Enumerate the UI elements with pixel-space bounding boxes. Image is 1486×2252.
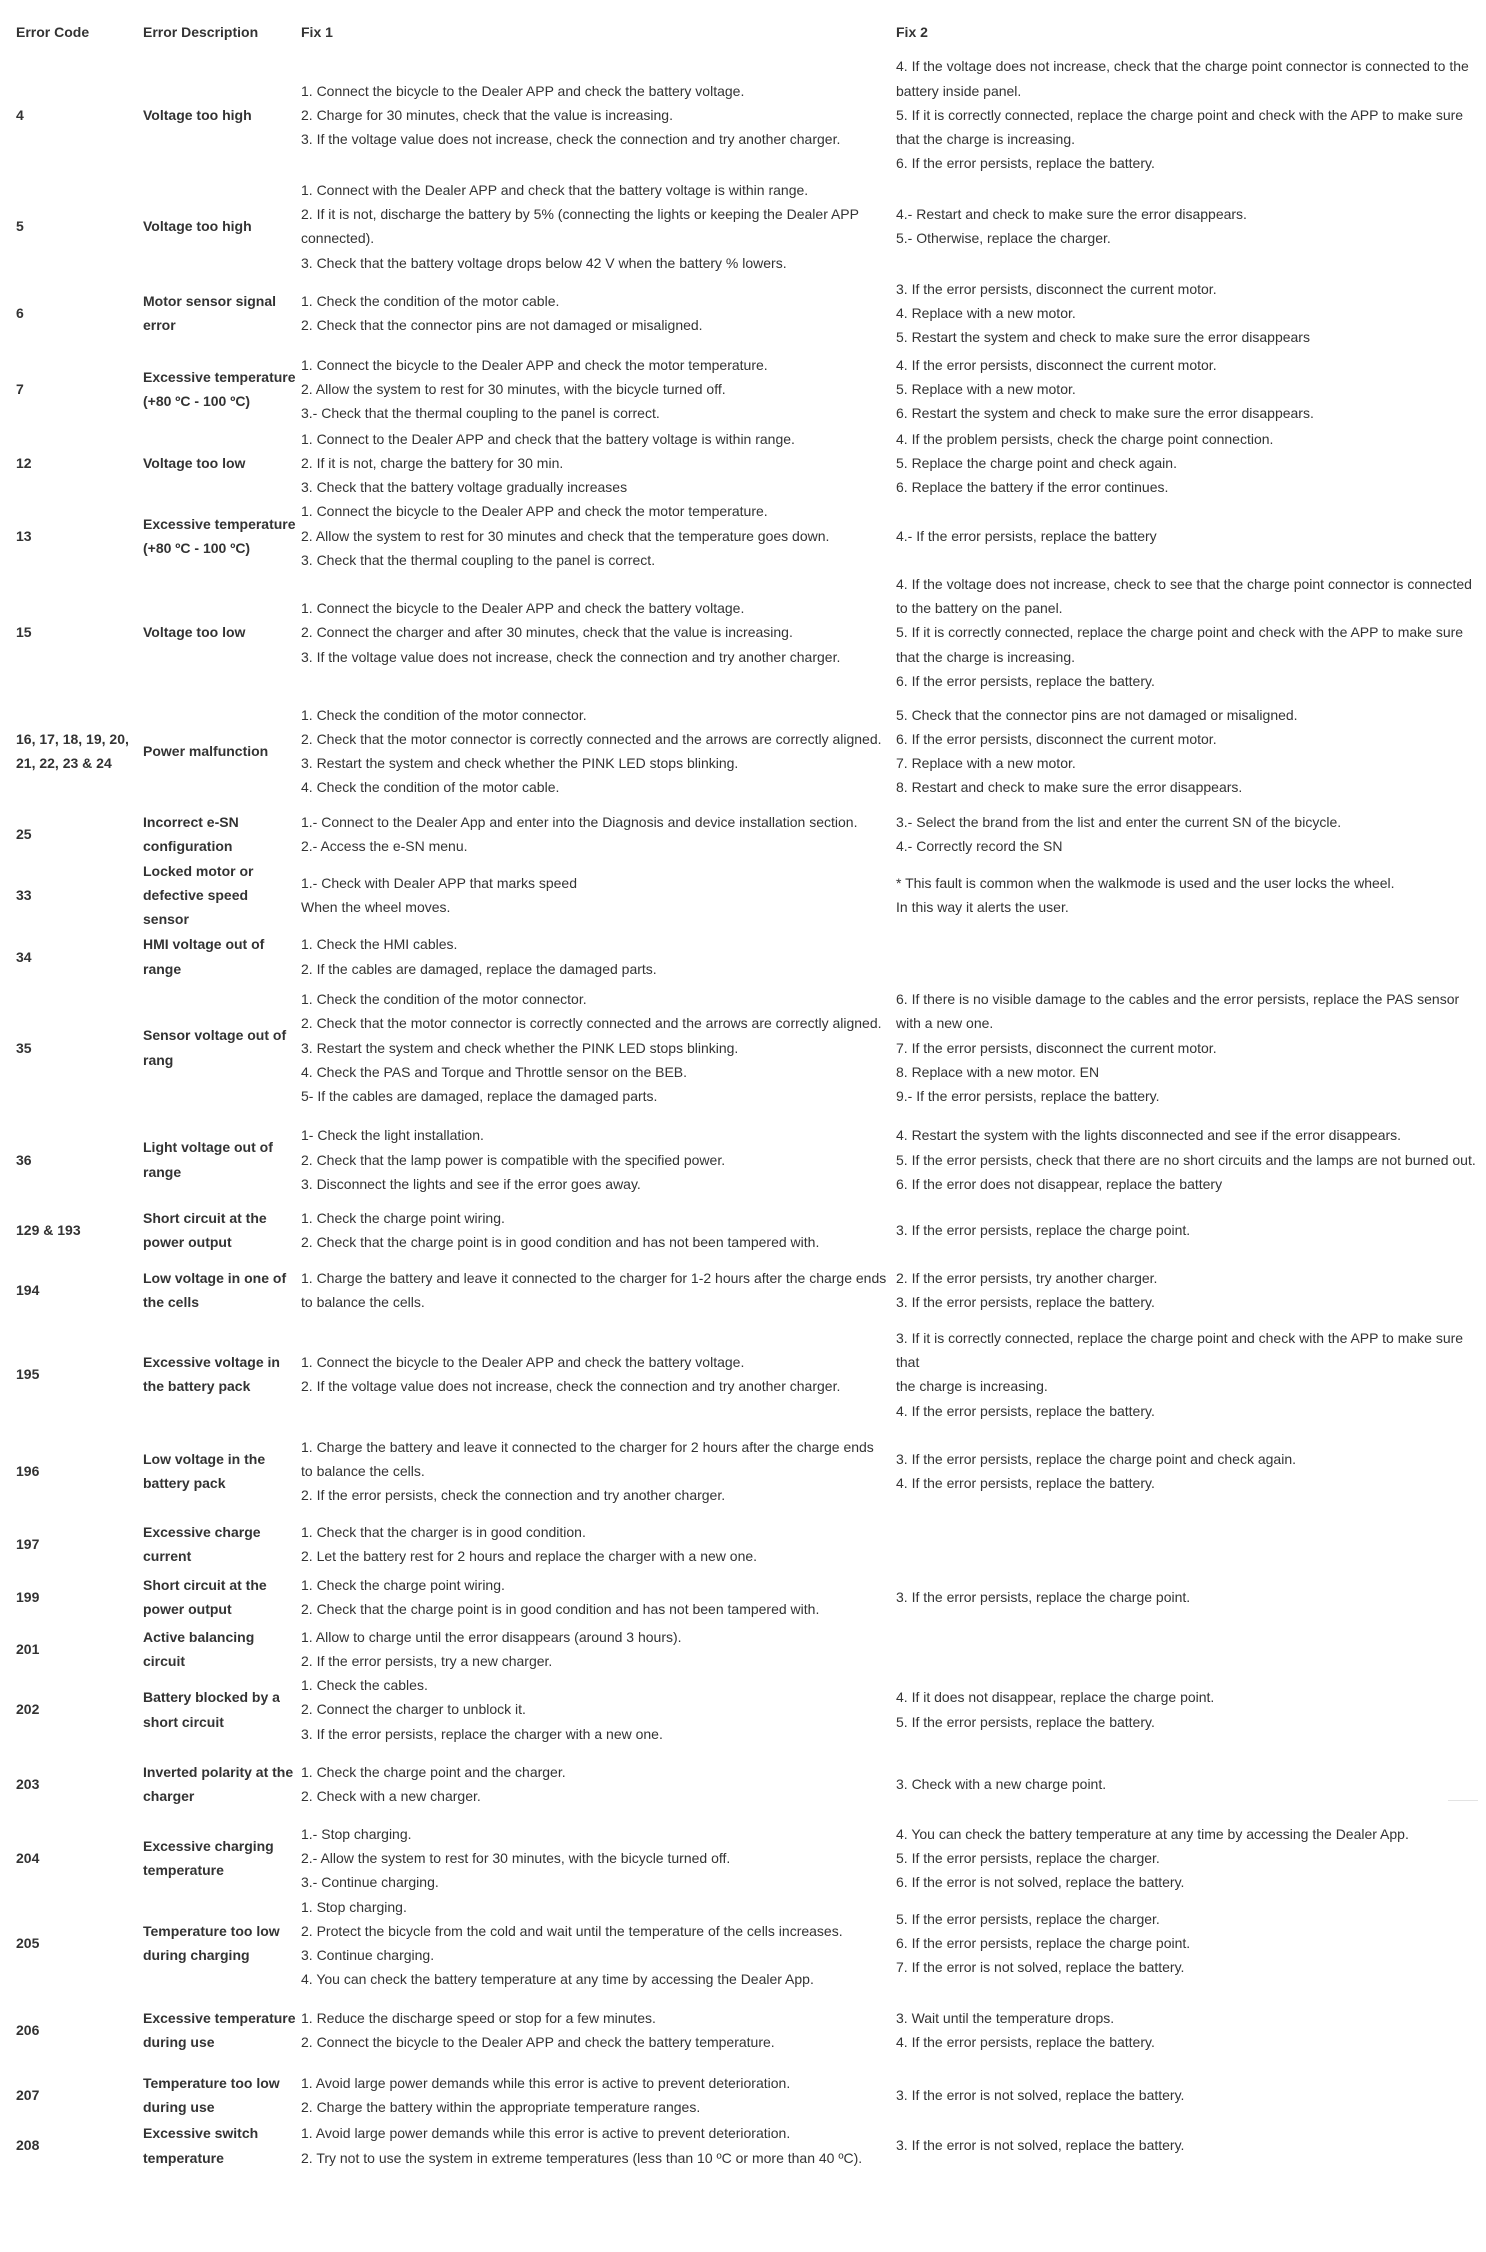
error-code-cell: 35 [16, 1039, 32, 1056]
error-code-cell: 203 [16, 1775, 40, 1792]
fix-1-cell: 1. Allow to charge until the error disappears (around 3 hours). 2. If the error persists, try a new charger. [301, 1628, 682, 1670]
error-code-cell: 6 [16, 304, 24, 321]
error-description-cell: Voltage too high [143, 218, 252, 235]
table-row [16, 1423, 1486, 1519]
error-description-cell: Voltage too low [143, 455, 246, 472]
fix-2-cell: 4. If the voltage does not increase, check to see that the charge point connector is connected to the battery on the panel. 5. If it is correctly connected, replace the charge point and check with the APP to make sure that the charge is increasing. 6. If the error persists, replace the battery. [896, 576, 1472, 689]
fix-2-cell: 3.- Select the brand from the list and enter the current SN of the bicycle. 4.- Correctly record the SN [896, 813, 1342, 855]
fix-2-cell: * This fault is common when the walkmode is used and the user locks the wheel. In this way it alerts the user. [896, 875, 1395, 916]
fix-1-cell: 1. Check the condition of the motor cable. 2. Check that the connector pins are not damaged or misaligned. [301, 292, 703, 333]
table-row [16, 932, 1486, 982]
fix-1-cell: 1. Check the cables. 2. Connect the charger to unblock it. 3. If the error persists, replace the charger with a new one. [301, 1677, 663, 1742]
header-error-code: Error Code [16, 24, 90, 40]
table-row [16, 982, 1486, 1114]
fix-2-cell: 3. Wait until the temperature drops. 4. If the error persists, replace the battery. [896, 2010, 1155, 2051]
fix-1-cell: 1. Connect the bicycle to the Dealer APP and check the motor temperature. 2. Allow the system to rest for 30 minutes and check that the temperature goes down. 3. Check that the thermal coupling to the panel is correct. [301, 503, 830, 568]
error-description-cell: Voltage too low [143, 624, 246, 641]
error-description-cell: Incorrect e-SN configuration [143, 813, 239, 855]
table-row [16, 1895, 1486, 1992]
table-row [16, 499, 1486, 572]
error-code-cell: 208 [16, 2137, 40, 2154]
fix-1-cell: 1. Charge the battery and leave it connected to the charger for 1-2 hours after the charge ends to balance the cells. [301, 1269, 887, 1311]
table-row [16, 275, 1486, 351]
header-fix-2: Fix 2 [896, 24, 928, 40]
table-row [16, 178, 1486, 275]
error-code-cell: 201 [16, 1640, 40, 1657]
error-code-cell: 7 [16, 380, 24, 397]
fix-1-cell: 1. Check the charge point wiring. 2. Check that the charge point is in good condition and has not been tampered with. [301, 1576, 820, 1617]
error-description-cell: Excessive temperature (+80 ºC - 100 ºC) [143, 515, 296, 556]
error-description-cell: Light voltage out of range [143, 1139, 273, 1180]
error-code-cell: 5 [16, 218, 24, 235]
error-code-cell: 207 [16, 2087, 40, 2104]
table-row [16, 1746, 1486, 1822]
error-code-cell: 194 [16, 1281, 40, 1298]
fix-2-cell: 4. If the problem persists, check the charge point connection. 5. Replace the charge point and check again. 6. Replace the battery if the error continues. [896, 430, 1274, 496]
error-code-cell: 199 [16, 1588, 40, 1605]
table-row [16, 1822, 1486, 1895]
error-code-cell: 12 [16, 455, 32, 472]
fix-2-cell [896, 1519, 1486, 1569]
fix-1-cell: 1. Check the charge point wiring. 2. Check that the charge point is in good condition and has not been tampered with. [301, 1209, 820, 1250]
table-row [16, 427, 1486, 500]
fix-1-cell: 1.- Stop charging. 2.- Allow the system to rest for 30 minutes, with the bicycle turned off. 3.- Continue charging. [301, 1825, 731, 1891]
fix-2-cell: 4. If the error persists, disconnect the current motor. 5. Replace with a new motor. 6. Restart the system and check to make sure the error disappears. [896, 356, 1314, 421]
header-error-description: Error Description [143, 24, 259, 40]
error-code-cell: 202 [16, 1701, 40, 1718]
fix-2-cell: 4.- If the error persists, replace the battery [896, 527, 1157, 544]
error-description-cell: Battery blocked by a short circuit [143, 1689, 280, 1730]
error-description-cell: Excessive temperature during use [143, 2010, 296, 2051]
fix-2-cell: 3. If the error is not solved, replace the battery. [896, 2087, 1185, 2104]
fix-1-cell: 1. Avoid large power demands while this error is active to prevent deterioration. 2. Try not to use the system in extreme temperatures (less than 10 ºC or more than 40 ºC). [301, 2125, 863, 2166]
error-description-cell: Temperature too low during use [143, 2075, 280, 2116]
error-description-cell: Sensor voltage out of rang [143, 1027, 287, 1068]
fix-1-cell: 1. Avoid large power demands while this error is active to prevent deterioration. 2. Charge the battery within the appropriate temperature ranges. [301, 2075, 791, 2116]
fix-2-cell: 3. Check with a new charge point. [896, 1775, 1107, 1792]
table-row [16, 1569, 1486, 1625]
table-row [16, 809, 1486, 859]
error-description-cell: Excessive charge current [143, 1523, 261, 1564]
table-row [16, 1519, 1486, 1569]
table-row [16, 2121, 1486, 2169]
fix-1-cell: 1. Connect with the Dealer APP and check that the battery voltage is within range. 2. If it is not, discharge the battery by 5% (connecting the lights or keeping the Dealer APP connected). 3. Check that the battery voltage drops below 42 V when the battery % lowers. [301, 182, 859, 271]
fix-1-cell: 1. Connect to the Dealer APP and check that the battery voltage is within range. 2. If it is not, charge the battery for 30 min. 3. Check that the battery voltage gradually increases [301, 430, 795, 496]
error-description-cell: HMI voltage out of range [143, 936, 265, 977]
fix-1-cell: 1.- Connect to the Dealer App and enter into the Diagnosis and device installation section. 2.- Access the e-SN menu. [301, 813, 858, 855]
fix-2-cell: 3. If it is correctly connected, replace the charge point and check with the APP to make sure that the charge is increasing. 4. If the error persists, replace the battery. [896, 1330, 1464, 1419]
fix-2-cell: 3. If the error persists, disconnect the current motor. 4. Replace with a new motor. 5. Restart the system and check to make sure the error disappears [896, 280, 1310, 345]
error-description-cell: Motor sensor signal error [143, 292, 277, 333]
fix-2-cell: 5. If the error persists, replace the charger. 6. If the error persists, replace the charge point. 7. If the error is not solved, replace the battery. [896, 1910, 1191, 1975]
table-row [16, 572, 1486, 693]
fix-2-cell: 5. Check that the connector pins are not damaged or misaligned. 6. If the error persists, disconnect the current motor. 7. Replace with a new motor. 8. Restart and check to make sure the error disappears. [896, 706, 1298, 796]
fix-2-cell [896, 932, 1486, 982]
table-row [16, 351, 1486, 427]
fix-1-cell: 1. Connect the bicycle to the Dealer APP and check the battery voltage. 2. If the voltage value does not increase, check the connection and try another charger. [301, 1354, 841, 1395]
error-description-cell: Inverted polarity at the charger [143, 1763, 294, 1804]
header-fix-1: Fix 1 [301, 24, 333, 40]
fix-1-cell: 1. Charge the battery and leave it connected to the charger for 2 hours after the charge ends to balance the cells. 2. If the error persists, check the connection and try another charger. [301, 1438, 874, 1503]
fix-2-cell: 4. Restart the system with the lights disconnected and see if the error disappears. 5. If the error persists, check that there are no short circuits and the lamps are not burned out. 6. If the error does not disappear, replace the battery [896, 1127, 1476, 1192]
fix-1-cell: 1- Check the light installation. 2. Check that the lamp power is compatible with the specified power. 3. Disconnect the lights and see if the error goes away. [301, 1127, 726, 1192]
table-row [16, 52, 1486, 178]
fix-1-cell: 1. Connect the bicycle to the Dealer APP and check the motor temperature. 2. Allow the system to rest for 30 minutes, with the bicycle turned off. 3.- Check that the thermal coupling to the panel is correct. [301, 356, 768, 421]
table-row [16, 1625, 1486, 1673]
error-description-cell: Short circuit at the power output [143, 1576, 267, 1617]
fix-1-cell: 1. Check that the charger is in good condition. 2. Let the battery rest for 2 hours and replace the charger with a new one. [301, 1523, 758, 1564]
fix-1-cell: 1. Connect the bicycle to the Dealer APP and check the battery voltage. 2. Connect the charger and after 30 minutes, check that the value is increasing. 3. If the voltage value does not increase, check the connection and try another charger. [301, 600, 841, 665]
error-code-cell: 33 [16, 887, 32, 904]
fix-2-cell: 4. If it does not disappear, replace the charge point. 5. If the error persists, replace the battery. [896, 1689, 1215, 1730]
fix-1-cell: 1.- Check with Dealer APP that marks speed When the wheel moves. [301, 875, 577, 916]
error-description-cell: Excessive voltage in the battery pack [143, 1354, 280, 1395]
error-code-cell: 197 [16, 1535, 40, 1552]
error-code-cell: 129 & 193 [16, 1221, 81, 1238]
table-header [16, 12, 1486, 52]
error-description-cell: Excessive temperature (+80 ºC - 100 ºC) [143, 368, 296, 409]
fix-2-cell: 3. If the error persists, replace the charge point. [896, 1221, 1191, 1238]
error-code-cell: 36 [16, 1151, 32, 1168]
error-code-cell: 205 [16, 1934, 40, 1951]
error-code-cell: 195 [16, 1366, 40, 1383]
table-row [16, 859, 1486, 932]
error-description-cell: Power malfunction [143, 742, 269, 759]
fix-2-cell: 3. If the error persists, replace the charge point and check again. 4. If the error persists, replace the battery. [896, 1450, 1297, 1491]
divider-line [1448, 1800, 1478, 1801]
error-codes-table [16, 12, 1486, 2170]
error-code-cell: 34 [16, 948, 32, 965]
table-row [16, 1326, 1486, 1423]
fix-1-cell: 1. Stop charging. 2. Protect the bicycle from the cold and wait until the temperature of the cells increases. 3. Continue charging. 4. You can check the battery temperature at any time by accessing the Dealer App. [301, 1898, 843, 1988]
table-row [16, 1254, 1486, 1326]
error-description-cell: Excessive charging temperature [143, 1837, 274, 1879]
error-description-cell: Voltage too high [143, 106, 252, 123]
error-code-cell: 25 [16, 825, 32, 842]
fix-2-cell: 6. If there is no visible damage to the cables and the error persists, replace the PAS sensor with a new one. 7. If the error persists, disconnect the current motor. 8. Replace with a new motor. EN 9.- If the error persists, replace the battery. [896, 991, 1460, 1104]
error-code-cell: 196 [16, 1462, 40, 1479]
fix-2-cell: 4.- Restart and check to make sure the error disappears. 5.- Otherwise, replace the charger. [896, 206, 1247, 247]
table-row [16, 693, 1486, 809]
table-row [16, 1114, 1486, 1206]
fix-2-cell: 2. If the error persists, try another charger. 3. If the error persists, replace the battery. [896, 1269, 1158, 1311]
fix-2-cell: 3. If the error is not solved, replace the battery. [896, 2137, 1185, 2154]
error-description-cell: Low voltage in one of the cells [143, 1269, 287, 1311]
error-description-cell: Low voltage in the battery pack [143, 1450, 266, 1491]
fix-2-cell: 3. If the error persists, replace the charge point. [896, 1588, 1191, 1605]
fix-2-cell: 4. If the voltage does not increase, check that the charge point connector is connected to the battery inside panel. 5. If it is correctly connected, replace the charge point and check with the APP to make sure that the charge is increasing. 6. If the error persists, replace the battery. [896, 58, 1469, 172]
error-description-cell: Active balancing circuit [143, 1628, 255, 1670]
fix-1-cell: 1. Check the condition of the motor connector. 2. Check that the motor connector is correctly connected and the arrows are correctly aligned. 3. Restart the system and check whether the PINK LED stops blinking. 4. Check the PAS and Torque and Throttle sensor on the BEB. 5- If the cables are damaged, replace the damaged parts. [301, 991, 882, 1104]
table-row [16, 1673, 1486, 1746]
fix-1-cell: 1. Check the condition of the motor connector. 2. Check that the motor connector is correctly connected and the arrows are correctly aligned. 3. Restart the system and check whether the PINK LED stops blinking. 4. Check the condition of the motor cable. [301, 706, 882, 796]
table-body [16, 52, 1486, 2170]
fix-2-cell [896, 1625, 1486, 1673]
table-row [16, 1206, 1486, 1254]
error-description-cell: Short circuit at the power output [143, 1209, 267, 1250]
fix-2-cell: 4. You can check the battery temperature at any time by accessing the Dealer App. 5. If the error persists, replace the charger. 6. If the error is not solved, replace the battery. [896, 1825, 1409, 1891]
fix-1-cell: 1. Check the charge point and the charger. 2. Check with a new charger. [301, 1763, 566, 1804]
fix-1-cell: 1. Connect the bicycle to the Dealer APP and check the battery voltage. 2. Charge for 30 minutes, check that the value is increasing. 3. If the voltage value does not increase, check the connection and try another charger. [301, 82, 841, 148]
error-code-cell: 4 [16, 106, 24, 123]
fix-1-cell: 1. Check the HMI cables. 2. If the cables are damaged, replace the damaged parts. [301, 936, 657, 977]
table-row [16, 1991, 1486, 2069]
error-description-cell: Temperature too low during charging [143, 1922, 280, 1963]
fix-1-cell: 1. Reduce the discharge speed or stop for a few minutes. 2. Connect the bicycle to the Dealer APP and check the battery temperature. [301, 2010, 775, 2051]
error-code-cell: 15 [16, 624, 32, 641]
error-description-cell: Locked motor or defective speed sensor [143, 863, 254, 928]
table-row [16, 2069, 1486, 2121]
header-row [16, 12, 1486, 52]
error-code-cell: 13 [16, 527, 32, 544]
error-code-cell: 206 [16, 2022, 40, 2039]
error-code-cell: 204 [16, 1850, 40, 1867]
error-description-cell: Excessive switch temperature [143, 2125, 259, 2166]
error-code-cell: 16, 17, 18, 19, 20, 21, 22, 23 & 24 [16, 730, 129, 772]
